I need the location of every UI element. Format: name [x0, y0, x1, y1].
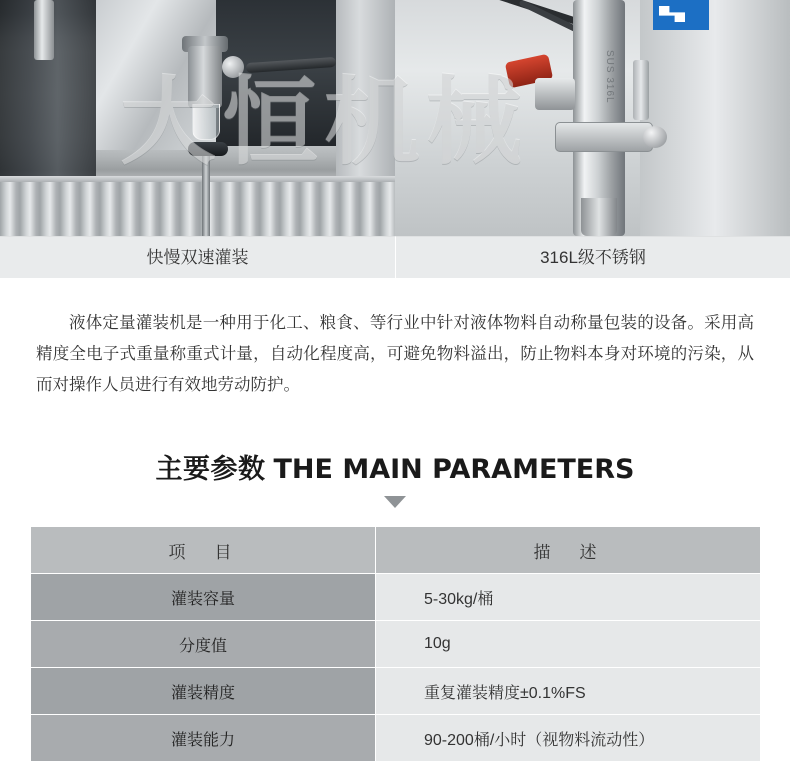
- table-cell-key: 灌装精度: [31, 668, 376, 715]
- photo-mounting-bracket: [633, 60, 649, 120]
- table-row: [31, 668, 761, 715]
- parameters-table: [30, 526, 761, 762]
- machine-photo-316l-steel: [395, 0, 790, 236]
- table-row: [31, 621, 761, 668]
- photo-valve-stem: [202, 150, 210, 236]
- table-header-description: 描 述: [376, 527, 761, 574]
- photo-blue-label: [653, 0, 709, 30]
- photo-regulator-body: [188, 46, 222, 108]
- watermark-text: 大恒机械: [120, 66, 528, 178]
- photo-clamp-knob: [643, 126, 667, 148]
- photo-steel-post: [34, 0, 54, 60]
- photo-tube-stamp: SUS 316L: [604, 50, 615, 104]
- photo-filter-bowl: [192, 104, 220, 140]
- section-heading: [0, 447, 790, 486]
- table-row: [31, 715, 761, 762]
- photo-background-panel: [640, 0, 790, 236]
- table-cell-key: 灌装容量: [31, 574, 376, 621]
- table-cell-value: 10g: [376, 621, 761, 668]
- table-cell-value: 重复灌装精度±0.1%FS: [376, 668, 761, 715]
- parameters-table-head: [31, 527, 761, 574]
- section-title-cn: 主要参数: [155, 454, 266, 484]
- photo-regulator-knob: [222, 56, 244, 78]
- table-header-item: 项 目: [31, 527, 376, 574]
- table-row: [31, 574, 761, 621]
- table-cell-value: 90-200桶/小时（视物料流动性）: [376, 715, 761, 762]
- table-cell-value: 5-30kg/桶: [376, 574, 761, 621]
- parameters-table-body: [31, 574, 761, 762]
- gallery-cell-2: [395, 0, 790, 278]
- photo-clamp: [555, 122, 653, 152]
- product-image-gallery: [0, 0, 790, 278]
- section-title-en: THE MAIN PARAMETERS: [273, 454, 635, 485]
- photo-nozzle-tip: [581, 198, 617, 236]
- photo-pipe-fitting: [535, 78, 575, 110]
- table-cell-key: 灌装能力: [31, 715, 376, 762]
- table-cell-key: 分度值: [31, 621, 376, 668]
- gallery-caption-1: 快慢双速灌装: [0, 236, 395, 278]
- chevron-down-icon: [384, 496, 406, 508]
- gallery-caption-2: 316L级不锈钢: [395, 236, 790, 278]
- photo-valve-handle: [188, 142, 228, 156]
- gallery-cell-1: [0, 0, 395, 278]
- table-header-row: [31, 527, 761, 574]
- photo-roller-conveyor: [0, 182, 395, 236]
- product-description: 液体定量灌装机是一种用于化工、粮食、等行业中针对液体物料自动称量包装的设备。采用高精度全电子式重量称重式计量，自动化程度高，可避免物料溢出，防止物料本身对环境的污染，从而对操作人员进行有效地劳动防护。: [36, 314, 754, 394]
- machine-photo-dual-speed-filling: [0, 0, 395, 236]
